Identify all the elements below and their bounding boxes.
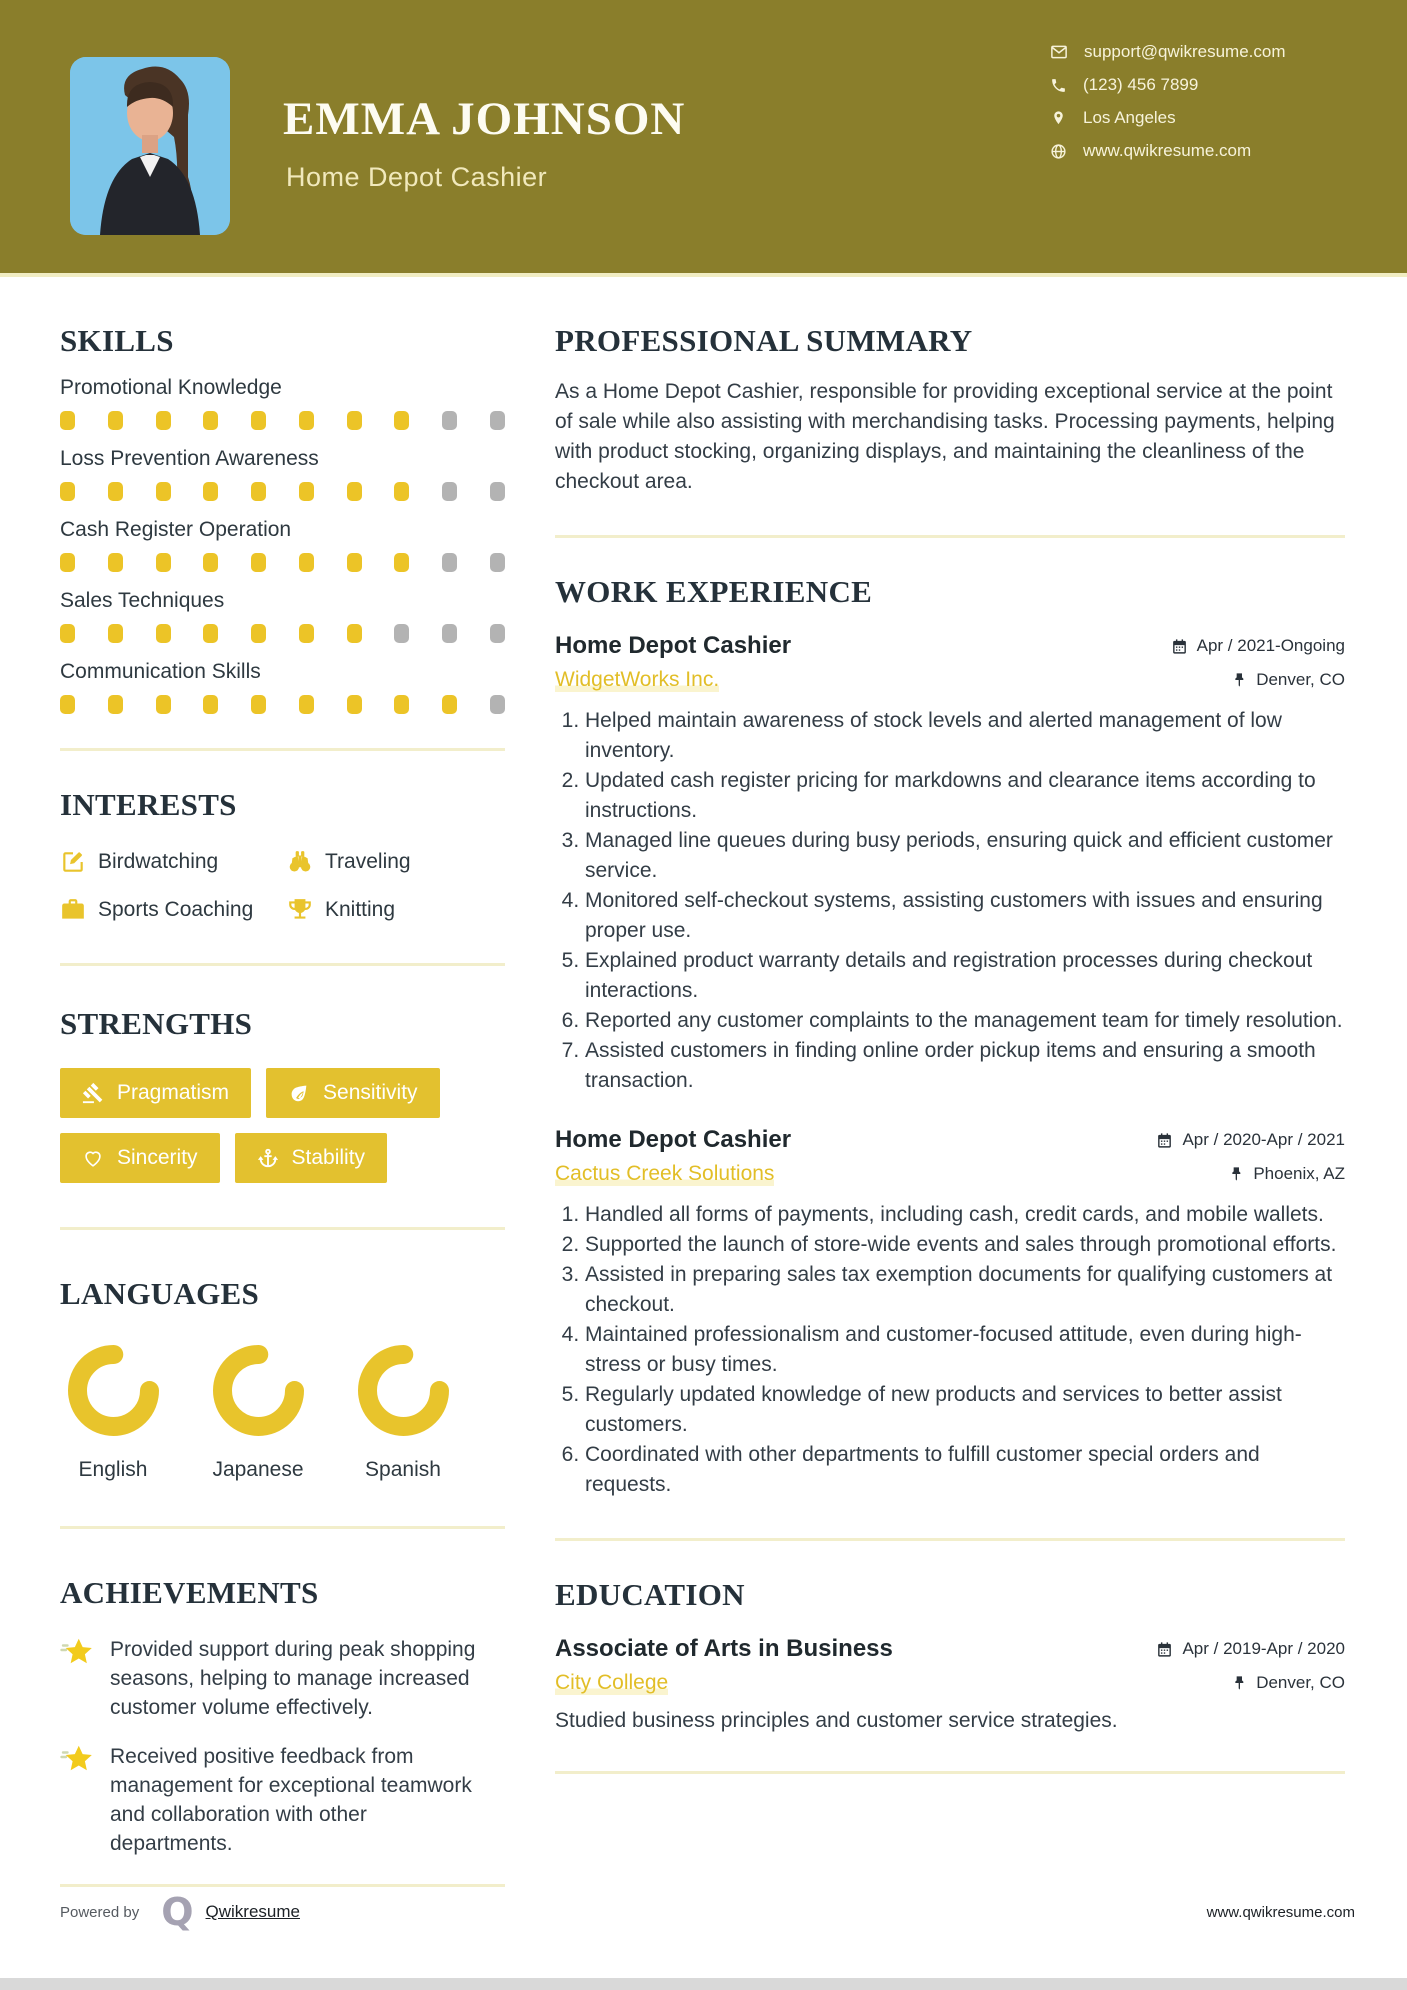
education-entry bbox=[555, 1635, 1345, 1733]
section-divider bbox=[555, 1538, 1345, 1541]
bottom-bar bbox=[0, 1978, 1407, 1990]
job-title: Home Depot Cashier bbox=[555, 1126, 792, 1153]
language-level-ring bbox=[357, 1344, 450, 1437]
skill-dot-filled bbox=[108, 553, 123, 572]
interest-item bbox=[60, 849, 287, 875]
skill-dot-filled bbox=[156, 482, 171, 501]
summary-text: As a Home Depot Cashier, responsible for providing exceptional service at the point of sale while also assisting with merchandising tasks. Processing payments, helping with product stocking, organizing displays, and maintaining the cleanliness of the checkout area. bbox=[555, 380, 1335, 493]
skill-name: Sales Techniques bbox=[60, 589, 225, 612]
skill-dot-empty bbox=[442, 411, 457, 430]
leaf-icon bbox=[288, 1082, 310, 1104]
interests-heading: INTERESTS bbox=[60, 787, 237, 822]
skill-name: Cash Register Operation bbox=[60, 518, 292, 541]
achievement-item bbox=[60, 1635, 505, 1722]
strengths-section bbox=[60, 1006, 505, 1183]
job-date-text: Apr / 2021-Ongoing bbox=[1196, 636, 1345, 655]
language-level-ring bbox=[67, 1344, 160, 1437]
skill-dot-filled bbox=[203, 695, 218, 714]
skill-dot-filled bbox=[299, 624, 314, 643]
contact-email-text: support@qwikresume.com bbox=[1084, 42, 1286, 61]
person-portrait bbox=[70, 57, 230, 235]
job-bullets bbox=[555, 1200, 1345, 1500]
job-bullet: 5. Regularly updated knowledge of new products and services to better assist customers. bbox=[585, 1380, 1345, 1440]
left-column bbox=[60, 281, 505, 1887]
skill-dot-filled bbox=[299, 411, 314, 430]
achievement-text: Provided support during peak shopping seasons, helping to manage increased customer volume effectively. bbox=[110, 1638, 476, 1719]
phone-icon bbox=[1050, 77, 1067, 94]
experience-section bbox=[555, 574, 1345, 1500]
job-bullets bbox=[555, 706, 1345, 1096]
skill-dot-filled bbox=[347, 553, 362, 572]
skill-dot-filled bbox=[60, 624, 75, 643]
skill-name: Loss Prevention Awareness bbox=[60, 447, 319, 470]
skill-dot-filled bbox=[203, 624, 218, 643]
job-bullet: 3. Managed line queues during busy periods, ensuring quick and efficient customer service. bbox=[585, 826, 1345, 886]
job-date-text: Apr / 2020-Apr / 2021 bbox=[1182, 1130, 1345, 1149]
candidate-title: Home Depot Cashier bbox=[286, 162, 548, 192]
profile-photo bbox=[70, 57, 230, 235]
language-item bbox=[350, 1344, 456, 1482]
section-divider bbox=[555, 1771, 1345, 1774]
job-bullet: 6. Reported any customer complaints to the management team for timely resolution. bbox=[585, 1006, 1345, 1036]
skill-dot-filled bbox=[203, 553, 218, 572]
strength-label: Sensitivity bbox=[323, 1081, 418, 1104]
strength-label: Sincerity bbox=[117, 1146, 198, 1169]
achievements-list bbox=[60, 1635, 505, 1858]
job-bullet: 2. Supported the launch of store-wide events and sales through promotional efforts. bbox=[585, 1230, 1345, 1260]
skill-dot-filled bbox=[299, 695, 314, 714]
education-date-text: Apr / 2019-Apr / 2020 bbox=[1182, 1639, 1345, 1658]
qwikresume-link[interactable]: Qwikresume bbox=[205, 1902, 300, 1921]
gavel-icon bbox=[82, 1082, 104, 1104]
skill-dot-filled bbox=[60, 695, 75, 714]
skill-dot-filled bbox=[299, 553, 314, 572]
skill-dot-empty bbox=[394, 624, 409, 643]
content-columns bbox=[0, 281, 1407, 1887]
job-bullet: 3. Assisted in preparing sales tax exemption documents for qualifying customers at checkout. bbox=[585, 1260, 1345, 1320]
skill-dot-filled bbox=[108, 411, 123, 430]
footer bbox=[0, 1890, 1407, 1934]
contact-location bbox=[1050, 108, 1286, 128]
skill-dot-filled bbox=[156, 411, 171, 430]
skill-name: Promotional Knowledge bbox=[60, 376, 282, 399]
skill-item bbox=[60, 660, 505, 714]
binoculars-icon bbox=[287, 849, 313, 875]
skill-dot-filled bbox=[108, 624, 123, 643]
job-location-text: Denver, CO bbox=[1256, 670, 1345, 689]
language-donuts bbox=[60, 1344, 505, 1482]
job-location-text: Phoenix, AZ bbox=[1253, 1164, 1345, 1183]
footer-site-url[interactable]: www.qwikresume.com bbox=[1206, 1903, 1355, 1921]
skill-dot-filled bbox=[251, 624, 266, 643]
interest-item bbox=[287, 897, 505, 923]
star-icon bbox=[60, 1635, 96, 1671]
strength-badge bbox=[60, 1068, 251, 1118]
contact-location-text: Los Angeles bbox=[1083, 108, 1176, 127]
job-bullet: 4. Maintained professionalism and customer-focused attitude, even during high-stress or busy times. bbox=[585, 1320, 1345, 1380]
interest-label: Traveling bbox=[325, 850, 411, 873]
languages-heading: LANGUAGES bbox=[60, 1276, 260, 1311]
skill-dot-filled bbox=[108, 695, 123, 714]
language-name: Japanese bbox=[212, 1458, 304, 1481]
education-location bbox=[1231, 1673, 1345, 1693]
section-divider bbox=[60, 1526, 505, 1529]
job-company: Cactus Creek Solutions bbox=[555, 1162, 775, 1185]
strength-badges bbox=[60, 1068, 505, 1183]
education-description: Studied business principles and customer service strategies. bbox=[555, 1709, 1118, 1732]
skill-dot-empty bbox=[442, 553, 457, 572]
skills-section bbox=[60, 323, 505, 714]
achievements-heading: ACHIEVEMENTS bbox=[60, 1575, 319, 1610]
contact-email[interactable] bbox=[1050, 42, 1286, 62]
skill-dot-empty bbox=[490, 553, 505, 572]
skill-dot-empty bbox=[490, 482, 505, 501]
header bbox=[0, 0, 1407, 277]
skill-name: Communication Skills bbox=[60, 660, 261, 683]
education-heading: EDUCATION bbox=[555, 1577, 745, 1612]
section-divider bbox=[555, 535, 1345, 538]
star-icon bbox=[60, 1742, 96, 1778]
calendar-icon bbox=[1171, 638, 1188, 655]
skill-dot-filled bbox=[60, 482, 75, 501]
job-location bbox=[1228, 1164, 1345, 1184]
pin-icon bbox=[1231, 672, 1247, 688]
skill-level-dots bbox=[60, 553, 505, 572]
skill-dot-empty bbox=[490, 695, 505, 714]
pin-icon bbox=[1231, 1675, 1247, 1691]
language-level-ring bbox=[212, 1344, 305, 1437]
interest-item bbox=[60, 897, 287, 923]
heart-icon bbox=[82, 1147, 104, 1169]
job-date bbox=[1156, 1130, 1345, 1150]
skill-dot-empty bbox=[490, 411, 505, 430]
skill-dot-filled bbox=[347, 482, 362, 501]
skills-heading: SKILLS bbox=[60, 323, 174, 358]
skill-dot-filled bbox=[394, 695, 409, 714]
skill-item bbox=[60, 447, 505, 501]
contact-phone bbox=[1050, 75, 1286, 95]
language-name: Spanish bbox=[365, 1458, 441, 1481]
calendar-icon bbox=[1156, 1132, 1173, 1149]
skill-level-dots bbox=[60, 624, 505, 643]
contact-website-text: www.qwikresume.com bbox=[1083, 141, 1252, 160]
skill-item bbox=[60, 589, 505, 643]
job-title: Home Depot Cashier bbox=[555, 632, 792, 659]
strength-badge bbox=[235, 1133, 388, 1183]
achievement-text: Received positive feedback from management for exceptional teamwork and collaboration with other departments. bbox=[110, 1745, 472, 1855]
skill-dot-filled bbox=[394, 553, 409, 572]
strength-label: Pragmatism bbox=[117, 1081, 230, 1104]
strength-label: Stability bbox=[291, 1146, 366, 1169]
summary-heading: PROFESSIONAL SUMMARY bbox=[555, 323, 973, 358]
skill-dot-filled bbox=[347, 695, 362, 714]
education-section bbox=[555, 1577, 1345, 1733]
education-school: City College bbox=[555, 1671, 669, 1694]
skill-dot-filled bbox=[108, 482, 123, 501]
job-bullet: 1. Helped maintain awareness of stock levels and alerted management of low inventory. bbox=[585, 706, 1345, 766]
skill-level-dots bbox=[60, 411, 505, 430]
section-divider bbox=[60, 748, 505, 751]
skill-dot-filled bbox=[60, 553, 75, 572]
skill-dot-filled bbox=[394, 411, 409, 430]
skill-dot-filled bbox=[251, 695, 266, 714]
trophy-icon bbox=[287, 897, 313, 923]
job-bullet: 7. Assisted customers in finding online order pickup items and ensuring a smooth transaction. bbox=[585, 1036, 1345, 1096]
right-column bbox=[555, 281, 1345, 1887]
job-bullet: 4. Monitored self-checkout systems, assisting customers with issues and ensuring proper use. bbox=[585, 886, 1345, 946]
qwikresume-logo: Q bbox=[161, 1890, 194, 1934]
skill-dot-filled bbox=[203, 411, 218, 430]
strength-badge bbox=[266, 1068, 440, 1118]
job-entry bbox=[555, 632, 1345, 1096]
interests-grid bbox=[60, 849, 505, 923]
skill-dot-filled bbox=[251, 482, 266, 501]
language-item bbox=[205, 1344, 311, 1482]
skill-dot-empty bbox=[442, 482, 457, 501]
contact-website[interactable] bbox=[1050, 141, 1286, 161]
skill-dot-filled bbox=[251, 411, 266, 430]
skill-dot-filled bbox=[442, 695, 457, 714]
edit-icon bbox=[60, 849, 86, 875]
job-bullet: 6. Coordinated with other departments to fulfill customer special orders and requests. bbox=[585, 1440, 1345, 1500]
powered-by-label: Powered by bbox=[60, 1903, 140, 1921]
skill-item bbox=[60, 518, 505, 572]
job-bullet: 1. Handled all forms of payments, including cash, credit cards, and mobile wallets. bbox=[585, 1200, 1345, 1230]
language-item bbox=[60, 1344, 166, 1482]
education-location-text: Denver, CO bbox=[1256, 1673, 1345, 1692]
contact-block bbox=[1050, 42, 1286, 161]
education-degree: Associate of Arts in Business bbox=[555, 1635, 893, 1662]
email-icon bbox=[1050, 43, 1068, 61]
interest-label: Sports Coaching bbox=[98, 898, 254, 921]
achievements-section bbox=[60, 1575, 505, 1858]
skill-dot-filled bbox=[156, 624, 171, 643]
experience-heading: WORK EXPERIENCE bbox=[555, 574, 873, 609]
strengths-heading: STRENGTHS bbox=[60, 1006, 253, 1041]
job-company: WidgetWorks Inc. bbox=[555, 668, 720, 691]
language-name: English bbox=[78, 1458, 148, 1481]
skill-level-dots bbox=[60, 695, 505, 714]
job-location bbox=[1231, 670, 1345, 690]
location-icon bbox=[1050, 110, 1067, 127]
job-bullet: 2. Updated cash register pricing for markdowns and clearance items according to instructions. bbox=[585, 766, 1345, 826]
education-date bbox=[1156, 1639, 1345, 1659]
skill-dot-empty bbox=[490, 624, 505, 643]
globe-icon bbox=[1050, 143, 1067, 160]
achievement-item bbox=[60, 1742, 505, 1858]
job-date bbox=[1171, 636, 1345, 656]
job-bullet: 5. Explained product warranty details and registration processes during checkout interactions. bbox=[585, 946, 1345, 1006]
skill-dot-filled bbox=[156, 695, 171, 714]
skill-level-dots bbox=[60, 482, 505, 501]
section-divider bbox=[60, 1227, 505, 1230]
skill-dot-empty bbox=[442, 624, 457, 643]
summary-section bbox=[555, 323, 1345, 497]
section-divider bbox=[60, 1884, 505, 1887]
interest-item bbox=[287, 849, 505, 875]
contact-phone-text: (123) 456 7899 bbox=[1083, 75, 1199, 94]
skill-dot-filled bbox=[299, 482, 314, 501]
calendar-icon bbox=[1156, 1641, 1173, 1658]
pin-icon bbox=[1228, 1166, 1244, 1182]
strength-badge bbox=[60, 1133, 220, 1183]
interests-section bbox=[60, 787, 505, 923]
skill-dot-filled bbox=[60, 411, 75, 430]
languages-section bbox=[60, 1276, 505, 1482]
interest-label: Knitting bbox=[325, 898, 396, 921]
job-entry bbox=[555, 1126, 1345, 1500]
skill-item bbox=[60, 376, 505, 430]
briefcase-icon bbox=[60, 897, 86, 923]
anchor-icon bbox=[257, 1147, 279, 1169]
skill-dot-filled bbox=[347, 411, 362, 430]
interest-label: Birdwatching bbox=[98, 850, 219, 873]
skill-dot-filled bbox=[394, 482, 409, 501]
skill-dot-filled bbox=[347, 624, 362, 643]
skill-dot-filled bbox=[251, 553, 266, 572]
skill-dot-filled bbox=[156, 553, 171, 572]
skill-dot-filled bbox=[203, 482, 218, 501]
candidate-name: EMMA JOHNSON bbox=[283, 93, 686, 145]
section-divider bbox=[60, 963, 505, 966]
